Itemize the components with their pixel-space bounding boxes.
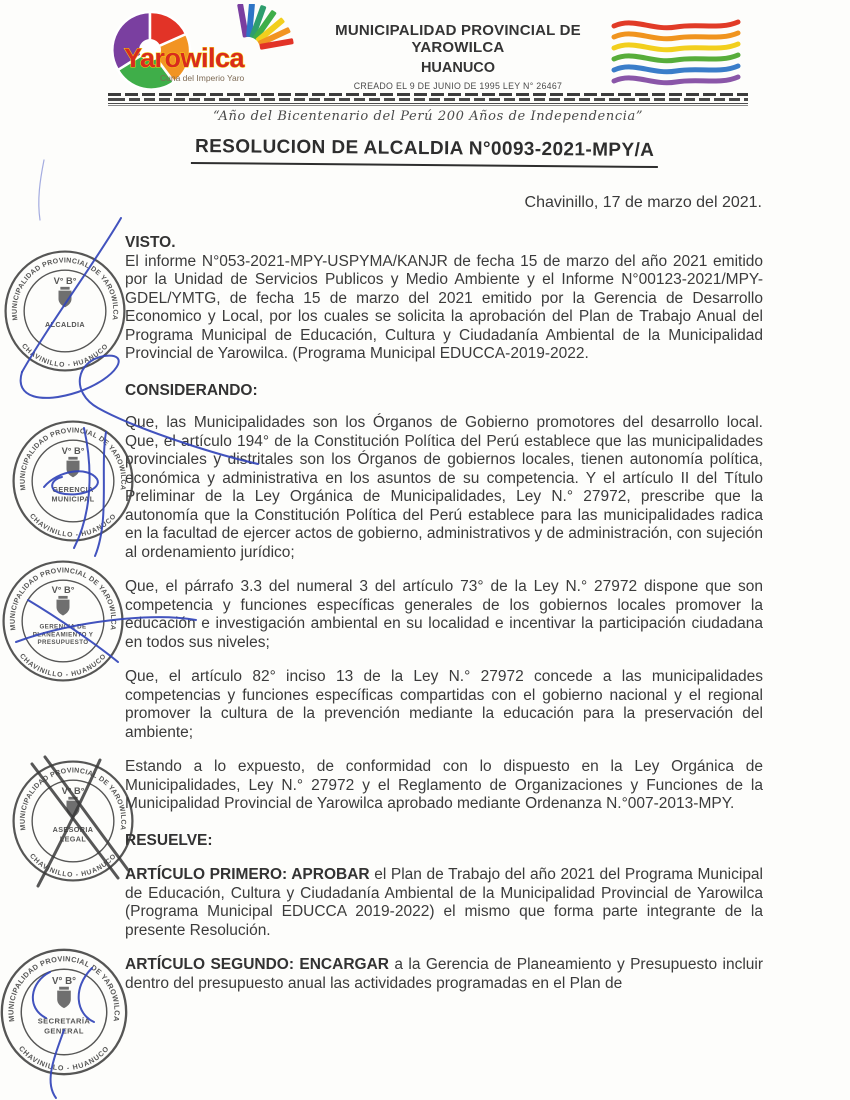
stamp-secretaria-general <box>0 944 132 1085</box>
bicentennial-motto: “Año del Bicentenario del Perú 200 Años de Independencia” <box>212 109 644 124</box>
stamp-ring-top-text: MUNICIPALIDAD PROVINCIAL DE YAROWILCA <box>6 954 122 1023</box>
stamp-ring-bottom-text: CHAVINILLO - HUANUCO <box>17 1044 111 1073</box>
resolution-body <box>125 234 763 993</box>
logo-fan-icon <box>237 4 294 50</box>
svg-text:CHAVINILLO - HUANUCO <box>28 853 118 879</box>
visto-heading: VISTO. <box>125 234 176 251</box>
stamp-office-label-line1: GERENCIA <box>52 485 94 495</box>
stamp-ring-top-text: MUNICIPALIDAD PROVINCIAL DE YAROWILCA <box>9 567 117 631</box>
article-1-body: el Plan de Trabajo del año 2021 del Programa Municipal de Educación, Cultura y Ciudadanía Ambiental de la Municipalidad Provincial de Yarowilca (Programa Municipal EDUCCA 2019-2022) el mismo que forma parte integrante de la presente Resolución. <box>125 866 763 939</box>
separator-solid-rule <box>108 103 748 104</box>
stamp-ring-bottom-text: CHAVINILLO - HUANUCO <box>20 342 110 369</box>
stamp-ring-bottom-text: CHAVINILLO - HUANUCO <box>28 852 118 879</box>
article-2-body: a la Gerencia de Planeamiento y Presupuesto incluir dentro del presupuesto anual las actividades programadas en el Plan de <box>125 956 763 992</box>
rainbow-waves-icon <box>608 18 748 96</box>
resolution-title: RESOLUCION DE ALCALDIA N°0093-2021-MPY/A <box>191 136 659 168</box>
stamp-gerencia-planeamiento <box>0 556 128 691</box>
stamp-office-label-line1: GERENCIA DE <box>39 623 87 631</box>
stamp-office-label-line2: LEGAL <box>59 834 87 844</box>
stamp-vb-text: V° B° <box>53 276 77 287</box>
stamp-office-label-line2: MUNICIPAL <box>51 494 95 504</box>
org-city: HUANUCO <box>420 60 496 76</box>
org-title-block <box>288 22 628 91</box>
stamp-vb-text: V° B° <box>61 786 85 797</box>
coat-of-arms-icon <box>67 797 80 817</box>
stamp-office-label-line3: PRESUPUESTO <box>37 639 89 647</box>
article-1-paragraph <box>125 866 763 940</box>
svg-text:CHAVINILLO - HUANUCO <box>28 513 118 539</box>
stamp-asesoria-legal <box>8 756 138 891</box>
stamp-office-label-line1: ASESORIA <box>52 825 94 835</box>
stamp-ring-bottom-text: CHAVINILLO - HUANUCO <box>18 652 108 679</box>
article-2-label: ARTÍCULO SEGUNDO: ENCARGAR <box>125 956 389 973</box>
stamp-office-label-line1: SECRETARÍA <box>37 1016 91 1026</box>
separator-dashed-rule-2 <box>108 98 748 101</box>
stamp-alcaldia <box>0 246 130 381</box>
stamp-ring-top-text: MUNICIPALIDAD PROVINCIAL DE YAROWILCA <box>11 257 119 321</box>
stamp-ring-top-text: MUNICIPALIDAD PROVINCIAL DE YAROWILCA <box>19 427 127 491</box>
resolution-title-row <box>0 135 850 166</box>
svg-text:CHAVINILLO - HUANUCO <box>20 343 110 369</box>
stamp-ring-bottom-text: CHAVINILLO - HUANUCO <box>28 512 118 539</box>
article-1-label: ARTÍCULO PRIMERO: APROBAR <box>125 866 370 883</box>
considerando-paragraph-3: Que, el artículo 82° inciso 13 de la Ley N.° 27972 concede a las municipalidades competencias y funciones específicas compartidas con el gobierno nacional y el regional promover la cultura de la prevención mediante la educación para la preservación del ambiente; <box>125 668 763 741</box>
dateline: Chavinillo, 17 de marzo del 2021. <box>524 194 762 211</box>
coat-of-arms-icon <box>57 987 71 1008</box>
logo-tagline: Cuna del Imperio Yaro <box>160 73 245 83</box>
separator-solid-rule-2 <box>108 105 748 106</box>
coat-of-arms-icon <box>59 287 72 307</box>
resuelve-heading: RESUELVE: <box>125 831 213 849</box>
considerando-heading: CONSIDERANDO: <box>125 381 258 399</box>
stamp-vb-text: V° B° <box>51 585 75 596</box>
stamp-office-label: ALCALDIA <box>45 319 85 329</box>
stamp-vb-text: V° B° <box>52 975 76 987</box>
article-2-paragraph <box>125 956 763 993</box>
svg-text:CHAVINILLO - HUANUCO <box>18 653 108 679</box>
considerando-paragraph-4: Estando a lo expuesto, de conformidad con lo dispuesto en la Ley Orgánica de Municipalidades, Ley N.° 27972 y el Reglamento de Organizaciones y Funciones de la Municipalidad Provincial de Yarowilca aprobado mediante Ordenanza N.°007-2013-MPY. <box>125 758 763 812</box>
stamp-vb-text: V° B° <box>61 446 85 457</box>
header-separator <box>108 93 748 106</box>
stamp-gerencia-municipal <box>8 416 138 551</box>
stamp-ring-top-text: MUNICIPALIDAD PROVINCIAL DE YAROWILCA <box>19 767 127 831</box>
visto-paragraph: El informe N°053-2021-MPY-USPYMA/KANJR de fecha 15 de marzo del año 2021 emitido por la Unidad de Servicios Publicos y Medio Ambiente y el Informe N°00123-2021/MPY-GDEL/YMTG, de fecha 15 de marzo del 2021 emitido por la Gerencia de Desarrollo Economico y Local, por los cuales se solicita la aprobación del Plan de Trabajo Anual del Programa Municipal de Educación, Cultura y Ciudadanía Ambiental de la Municipalidad Provincial de Yarowilca. (Programa Municipal EDUCCA-2019-2022. <box>125 252 763 362</box>
stamp-office-label-line2: PLANEAMIENTO Y <box>32 631 94 639</box>
stamp-office-label-line2: GENERAL <box>44 1026 84 1036</box>
svg-text:MUNICIPALIDAD PROVINCIAL DE YA <box>10 567 117 630</box>
coat-of-arms-icon <box>57 596 70 616</box>
considerando-paragraph-2: Que, el párrafo 3.3 del numeral 3 del artículo 73° de la Ley N.° 27972 dispone que son competencia y funciones específicas generales de los gobiernos locales promover la educación e investigación ambiental en su localidad e incentivar la participación ciudadana en todos sus niveles; <box>125 578 763 651</box>
considerando-paragraph-1: Que, las Municipalidades son los Órganos de Gobierno promotores del desarrollo local. Que, el artículo 194° de la Constitución Política del Perú establece que las municipalidades provinciales y distritales son los Órganos de gobiernos locales, tienen autonomía política, económica y administrativa en los asuntos de su competencia. Y el artículo II del Título Preliminar de la Ley Orgánica de Municipalidades, Ley N.° 27972, prescribe que la autonomía que la Constitución Política del Perú establece para las municipalidades radica en la facultad de ejercer actos de gobierno, administrativos y de administración, con sujeción al ordenamiento jurídico; <box>125 414 763 561</box>
coat-of-arms-icon <box>67 457 80 477</box>
document-header <box>0 0 850 100</box>
logo-wordmark: Yarowilca <box>124 43 245 73</box>
pen-mark-icon <box>39 160 44 220</box>
svg-text:CHAVINILLO - HUANUCO <box>17 1045 111 1073</box>
org-name: MUNICIPALIDAD PROVINCIAL DE YAROWILCA <box>335 22 581 56</box>
separator-dashed-rule <box>108 93 748 96</box>
org-creation-line: CREADO EL 9 DE JUNIO DE 1995 LEY N° 26467 <box>353 81 563 91</box>
